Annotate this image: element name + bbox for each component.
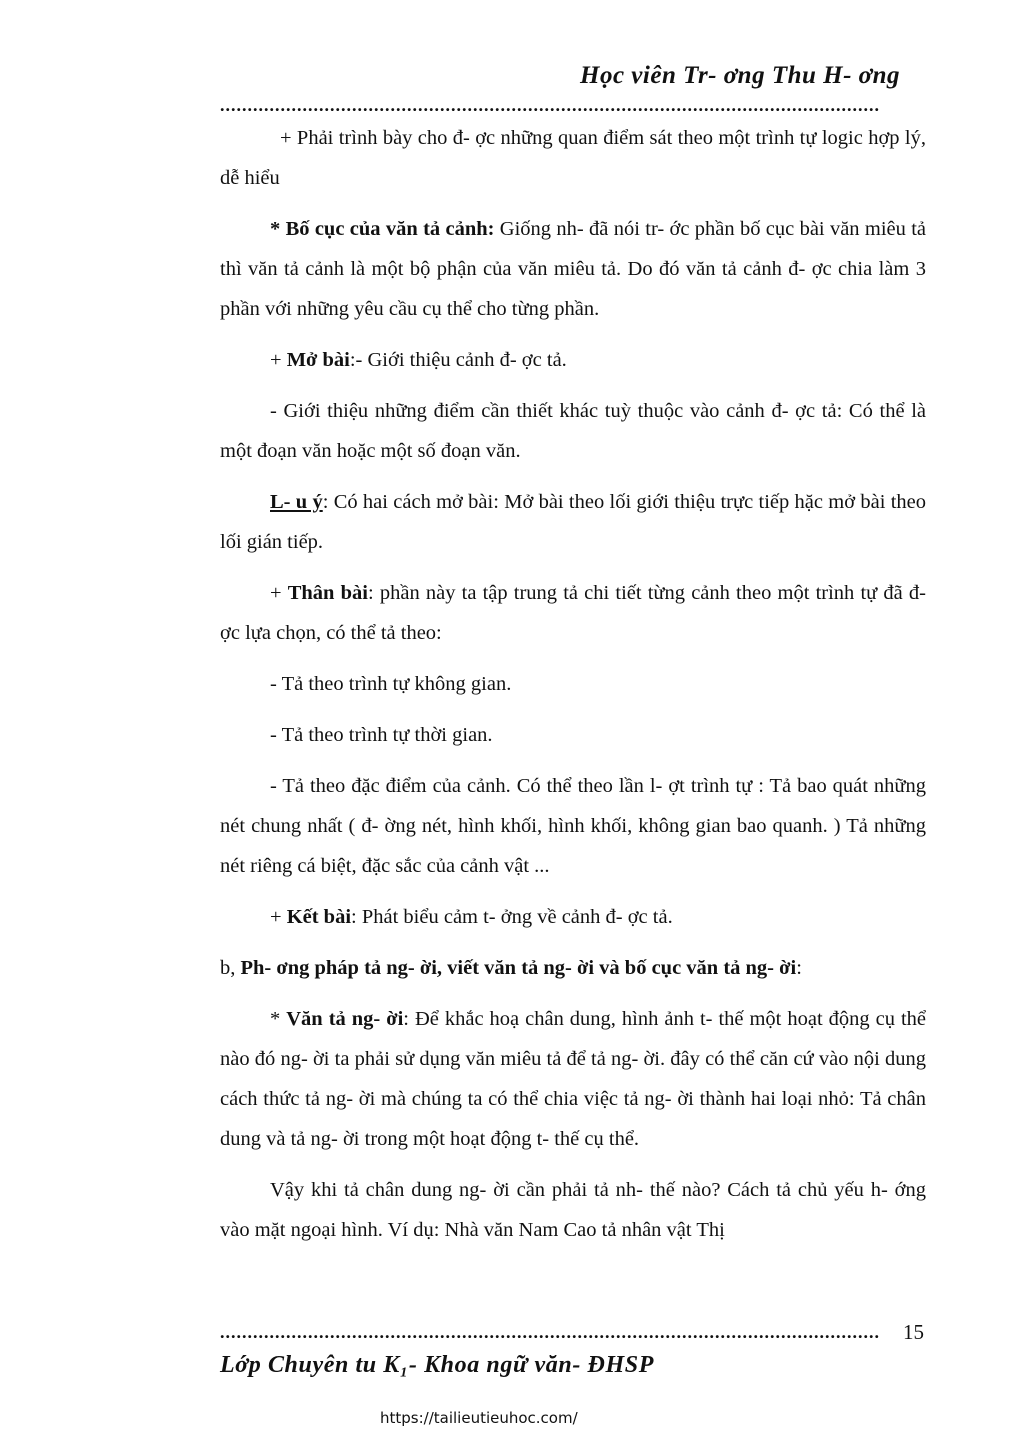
footer-dotted-rule: ........................................................................................................................ (220, 1325, 880, 1339)
paragraph-6-prefix: + (270, 582, 288, 604)
paragraph-3 (220, 340, 926, 380)
paragraph-2 (220, 209, 926, 329)
paragraph-6 (220, 573, 926, 653)
footer-url: https://tailieutieuhoc.com/ (380, 1409, 578, 1427)
paragraph-10 (220, 897, 926, 937)
paragraph-10-text: : Phát biểu cảm t- ởng về cảnh đ- ợc tả. (351, 906, 673, 928)
paragraph-4: - Giới thiệu những điểm cần thiết khác tuỳ thuộc vào cảnh đ- ợc tả: Có thể là một đoạn văn hoặc một số đoạn văn. (220, 400, 926, 462)
page-number: 15 (903, 1320, 924, 1344)
paragraph-1: + Phải trình bày cho đ- ợc những quan điểm sát theo một trình tự logic hợp lý, dễ hiểu (220, 127, 926, 189)
paragraph-3-heading: Mở bài (286, 349, 350, 371)
paragraph-10-heading: Kết bài (286, 906, 352, 928)
paragraph-11-text: : (796, 957, 802, 979)
paragraph-11-prefix: b, (220, 957, 241, 979)
paragraph-9: - Tả theo đặc điểm của cảnh. Có thể theo lần l- ợt trình tự : Tả bao quát những nét chung nhất ( đ- ờng nét, hình khối, hình khối, không gian bao quanh. ) Tả những nét riêng cá biệt, đặc sắc của cảnh vật ... (220, 775, 926, 877)
paragraph-2-heading: * Bố cục của văn tả cảnh: (270, 218, 495, 240)
header-title: Học viên Tr- ơng Thu H- ơng (580, 62, 900, 89)
paragraph-10-prefix: + (270, 906, 287, 928)
paragraph-7: - Tả theo trình tự không gian. (270, 673, 512, 695)
header-dotted-rule: ........................................................................................................................ (220, 98, 880, 112)
paragraph-13: Vậy khi tả chân dung ng- ời cần phải tả nh- thế nào? Cách tả chủ yếu h- ớng vào mặt ngoại hình. Ví dụ: Nhà văn Nam Cao tả nhân vật Thị (220, 1179, 926, 1241)
note-label: L- u ý (270, 491, 323, 513)
section-heading: Ph- ơng pháp tả ng- ời, viết văn tả ng- ời và bố cục văn tả ng- ời (240, 957, 797, 979)
paragraph-6-text: : phần này ta tập trung tả chi tiết từng cảnh theo một trình tự đã đ- ợc lựa chọn, có thể tả theo: (220, 582, 927, 644)
paragraph-11 (220, 948, 926, 988)
paragraph-8: - Tả theo trình tự thời gian. (270, 724, 493, 746)
paragraph-12-heading: Văn tả ng- ời (286, 1008, 404, 1030)
paragraph-2-text: Giống nh- đã nói tr- ớc phần bố cục bài văn miêu tả thì văn tả cảnh là một bộ phận của văn miêu tả. Do đó văn tả cảnh đ- ợc chia làm 3 phần với những yêu cầu cụ thể cho từng phần. (220, 218, 926, 320)
paragraph-5-text: : Có hai cách mở bài: Mở bài theo lối giới thiệu trực tiếp hặc mở bài theo lối gián tiếp. (220, 491, 926, 553)
paragraph-5 (220, 482, 926, 562)
paragraph-6-heading: Thân bài (287, 582, 368, 604)
footer-title: Lớp Chuyên tu K₁- Khoa ngữ văn- ĐHSP (220, 1352, 654, 1378)
paragraph-12-prefix: * (270, 1008, 287, 1030)
paragraph-3-text: :- Giới thiệu cảnh đ- ợc tả. (349, 349, 567, 371)
paragraph-12 (220, 999, 926, 1159)
paragraph-3-prefix: + (270, 349, 287, 371)
body-text (220, 118, 926, 1250)
paragraph-12-text: : Để khắc hoạ chân dung, hình ảnh t- thế một hoạt động cụ thể nào đó ng- ời ta phải sử dụng văn miêu tả để tả ng- ời. đây có thể căn cứ vào nội dung cách thức tả ng- ời mà chúng ta có thể chia việc tả ng- ời thành hai loại nhỏ: Tả chân dung và tả ng- ời trong một hoạt động t- thế cụ thể. (220, 1008, 927, 1150)
